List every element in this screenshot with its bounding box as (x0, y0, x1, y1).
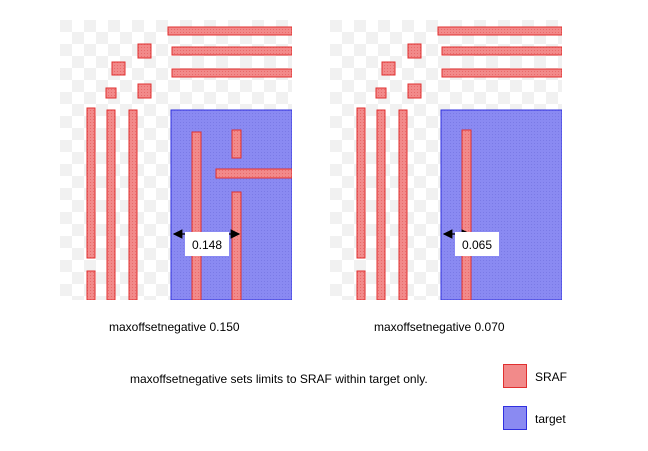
sraf-square (106, 88, 116, 98)
sraf-square (376, 88, 386, 98)
note-text: maxoffsetnegative sets limits to SRAF within target only. (130, 372, 428, 386)
sraf-horizontal-bar (438, 27, 562, 35)
sraf-inside-target (462, 130, 471, 300)
sraf-vertical-bar (129, 110, 137, 300)
legend-sraf-label: SRAF (535, 370, 568, 384)
sraf-vertical-bar (87, 108, 95, 258)
measurement-label: 0.065 (461, 238, 493, 252)
measurement-label: 0.148 (191, 238, 223, 252)
panel-1-caption: maxoffsetnegative 0.150 (109, 320, 240, 334)
sraf-vertical-bar (357, 271, 365, 300)
sraf-square (112, 62, 125, 75)
sraf-inside-target (192, 132, 201, 300)
sraf-horizontal-bar (442, 47, 562, 55)
sraf-vertical-bar (87, 271, 95, 300)
sraf-inside-target (232, 192, 241, 300)
panel-2 (330, 20, 562, 300)
legend-target-label: target (535, 412, 566, 426)
panel-2-diagram (330, 20, 562, 300)
sraf-square (138, 84, 151, 98)
legend-target-swatch (503, 406, 527, 430)
panel-1-diagram (60, 20, 292, 300)
panel-2-caption: maxoffsetnegative 0.070 (374, 320, 505, 334)
sraf-square (408, 84, 421, 98)
sraf-vertical-bar (377, 110, 385, 300)
sraf-inside-target (232, 130, 241, 158)
sraf-vertical-bar (107, 110, 115, 300)
sraf-inside-target (216, 169, 292, 178)
sraf-horizontal-bar (172, 69, 292, 77)
legend-sraf-swatch (503, 364, 527, 388)
sraf-square (138, 44, 151, 58)
sraf-vertical-bar (399, 110, 407, 300)
sraf-horizontal-bar (172, 47, 292, 55)
panel-1 (60, 20, 292, 300)
target-shape (441, 110, 562, 300)
sraf-vertical-bar (357, 108, 365, 258)
sraf-square (382, 62, 395, 75)
sraf-horizontal-bar (442, 69, 562, 77)
sraf-square (408, 44, 421, 58)
sraf-horizontal-bar (168, 27, 292, 35)
